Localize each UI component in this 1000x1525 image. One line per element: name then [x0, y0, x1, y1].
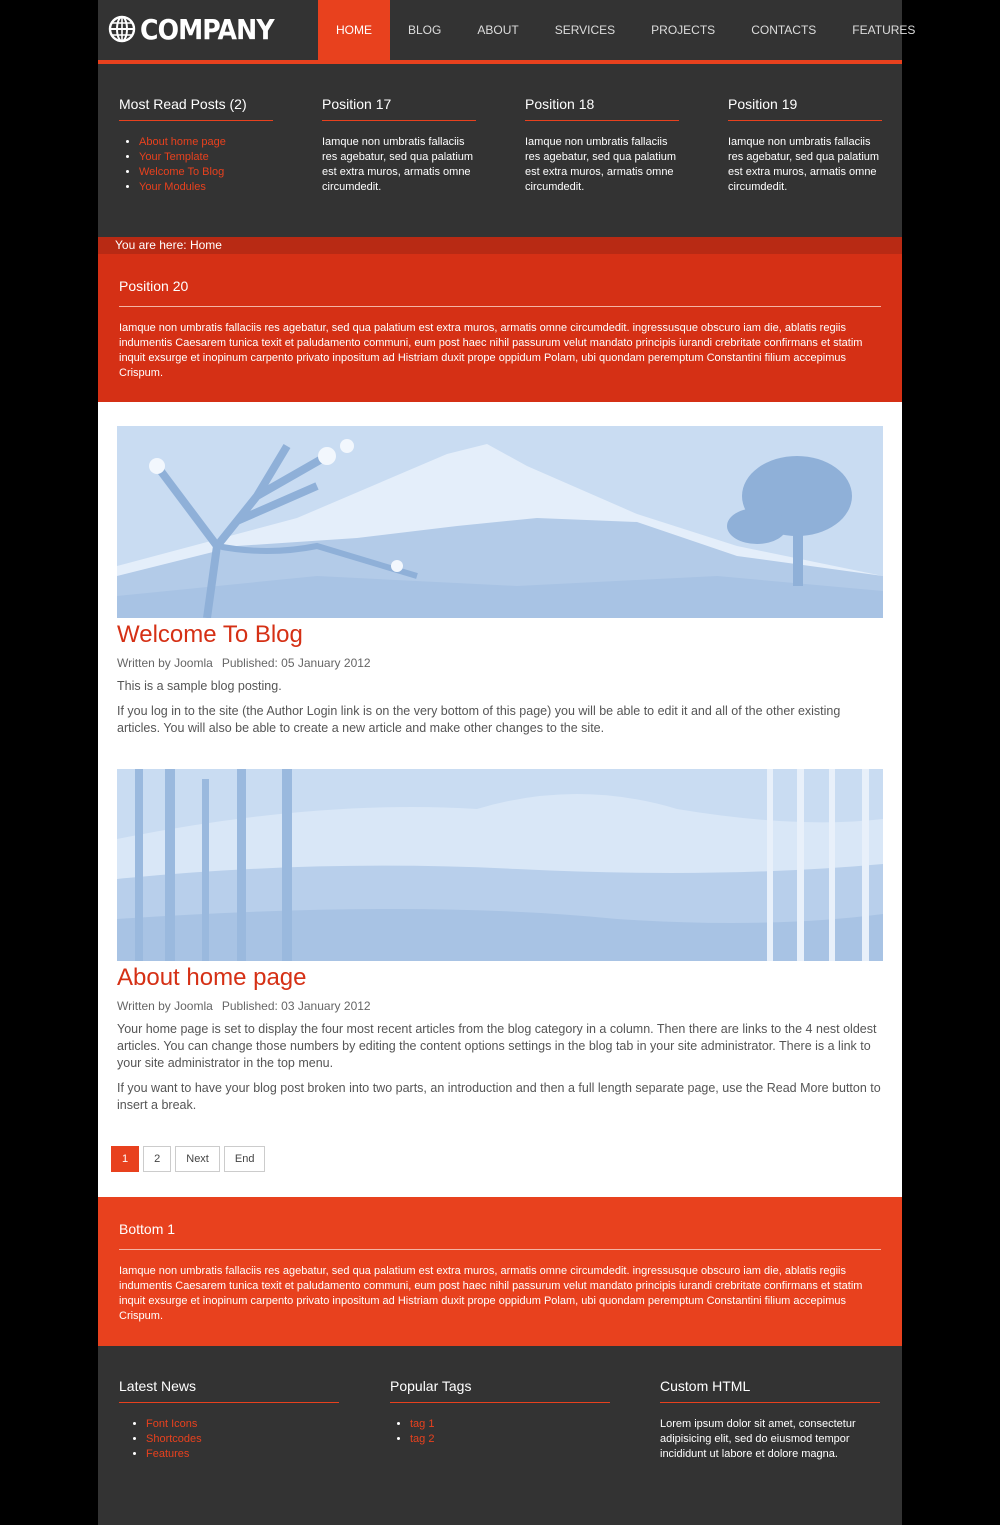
article-image-mountain	[117, 426, 883, 618]
position-18-module	[525, 94, 679, 195]
position-20-title: Position 20	[119, 276, 881, 307]
most-read-list	[119, 135, 273, 195]
latest-news-link[interactable]: Features	[146, 1448, 190, 1460]
article-image-bamboo	[117, 769, 883, 961]
nav-home[interactable]: HOME	[318, 0, 390, 60]
article-author: Written by Joomla	[117, 656, 213, 670]
article-title[interactable]: About home page	[117, 964, 307, 991]
custom-html-text: Lorem ipsum dolor sit amet, consectetur adipisicing elit, sed do eiusmod tempor incididunt ut labore et dolore magna.	[660, 1418, 856, 1460]
list-item	[410, 1432, 610, 1447]
header	[98, 0, 916, 64]
main-nav	[318, 0, 933, 60]
list-item	[146, 1432, 339, 1447]
article-paragraph: If you log in to the site (the Author Login link is on the very bottom of this page) you will be able to edit it and all of the other existing articles. You will also be able to create a new article and make other changes to the site.	[117, 704, 841, 735]
custom-html-module	[660, 1376, 880, 1462]
article-author: Written by Joomla	[117, 999, 213, 1013]
position-title: Position 18	[525, 96, 595, 112]
breadcrumb	[98, 237, 902, 254]
position-title: Position 19	[728, 96, 798, 112]
article-date: Published: 05 January 2012	[221, 656, 371, 670]
bottom-1-band	[98, 1197, 902, 1346]
main-content	[98, 402, 902, 1197]
most-read-link[interactable]: Your Template	[139, 151, 209, 163]
article-meta	[117, 656, 883, 670]
page-1-button[interactable]: 1	[111, 1146, 139, 1172]
popular-tags-list	[390, 1417, 610, 1447]
latest-news-title: Latest News	[119, 1378, 197, 1394]
popular-tags-module	[390, 1376, 610, 1447]
footer	[98, 1346, 902, 1525]
position-19-module	[728, 94, 882, 195]
top-modules	[98, 64, 902, 237]
position-text: Iamque non umbratis fallaciis res agebatur, sed qua palatium est extra muros, armatis omne circumdedit.	[525, 136, 677, 193]
list-item	[139, 180, 273, 195]
latest-news-link[interactable]: Font Icons	[146, 1418, 198, 1430]
article-paragraph: If you want to have your blog post broken into two parts, an introduction and then a full length separate page, use the Read More button to insert a break.	[117, 1081, 881, 1112]
bottom-1-text: Iamque non umbratis fallaciis res agebatur, sed qua palatium est extra muros, armatis omne circumdedit. ingressusque obscuro iam die, ablatis regiis indumentis Caesarem tunica texit et paludamento communi, eum post haec nihil passurum velut mandato principis iurandi crebritate confirmans et statim inquit exsurge et inopinum carpento privato inpositum ad Histriam duxit prope oppidum Polam, ubi quondam peremptum Constantini filium accepimus Crispum.	[119, 1265, 863, 1322]
position-20-text: Iamque non umbratis fallaciis res agebatur, sed qua palatium est extra muros, armatis omne circumdedit. ingressusque obscuro iam die, ablatis regiis indumentis Caesarem tunica texit et paludamento communi, eum post haec nihil passurum velut mandato principis iurandi crebritate confirmans et statim inquit exsurge et inopinum carpento privato inpositum ad Histriam duxit prope oppidum Polam, ubi quondam peremptum Constantini filium accepimus Crispum.	[119, 322, 863, 379]
list-item	[410, 1417, 610, 1432]
nav-features[interactable]: FEATURES	[852, 23, 916, 37]
globe-icon	[108, 15, 136, 43]
nav-services[interactable]: SERVICES	[554, 23, 616, 37]
list-item	[139, 135, 273, 150]
divider	[119, 1402, 339, 1403]
position-text: Iamque non umbratis fallaciis res agebatur, sed qua palatium est extra muros, armatis omne circumdedit.	[728, 136, 880, 193]
blog-article	[117, 426, 883, 737]
position-text: Iamque non umbratis fallaciis res agebatur, sed qua palatium est extra muros, armatis omne circumdedit.	[322, 136, 474, 193]
divider	[119, 120, 273, 121]
logo-text: COMPANY	[140, 12, 274, 46]
latest-news-module	[119, 1376, 339, 1462]
page-2-button[interactable]: 2	[143, 1146, 171, 1172]
most-read-link[interactable]: Your Modules	[139, 181, 206, 193]
logo[interactable]	[108, 9, 289, 49]
nav-contacts[interactable]: CONTACTS	[751, 23, 817, 37]
list-item	[146, 1447, 339, 1462]
article-title[interactable]: Welcome To Blog	[117, 621, 303, 648]
article-paragraph: Your home page is set to display the four most recent articles from the blog category in a column. Then there are links to the 4 nest oldest articles. You can change those numbers by editing the content options settings in the blog tab in your site administrator. There is a link to your site administrator in the top menu.	[117, 1022, 877, 1070]
breadcrumb-text: You are here: Home	[115, 238, 222, 252]
next-button[interactable]: Next	[175, 1146, 220, 1172]
list-item	[146, 1417, 339, 1432]
page	[98, 0, 916, 1525]
divider	[322, 120, 476, 121]
divider	[525, 120, 679, 121]
list-item	[139, 150, 273, 165]
end-button[interactable]: End	[224, 1146, 266, 1172]
nav-blog[interactable]: BLOG	[408, 23, 442, 37]
article-meta	[117, 999, 883, 1013]
position-17-module	[322, 94, 476, 195]
bottom-1-title: Bottom 1	[119, 1219, 881, 1250]
most-read-module	[119, 94, 273, 195]
position-20-band	[98, 254, 902, 402]
list-item	[139, 165, 273, 180]
blog-article	[117, 769, 883, 1114]
nav-about[interactable]: ABOUT	[477, 23, 519, 37]
divider	[390, 1402, 610, 1403]
divider	[728, 120, 882, 121]
article-paragraph: This is a sample blog posting.	[117, 679, 282, 693]
divider	[660, 1402, 880, 1403]
article-date: Published: 03 January 2012	[221, 999, 371, 1013]
most-read-title: Most Read Posts (2)	[119, 96, 247, 112]
position-title: Position 17	[322, 96, 392, 112]
most-read-link[interactable]: About home page	[139, 136, 226, 148]
tag-link[interactable]: tag 1	[410, 1418, 435, 1430]
pagination	[111, 1146, 269, 1172]
nav-projects[interactable]: PROJECTS	[651, 23, 716, 37]
latest-news-link[interactable]: Shortcodes	[146, 1433, 202, 1445]
tag-link[interactable]: tag 2	[410, 1433, 435, 1445]
latest-news-list	[119, 1417, 339, 1462]
most-read-link[interactable]: Welcome To Blog	[139, 166, 225, 178]
popular-tags-title: Popular Tags	[390, 1378, 472, 1394]
custom-html-title: Custom HTML	[660, 1378, 751, 1394]
